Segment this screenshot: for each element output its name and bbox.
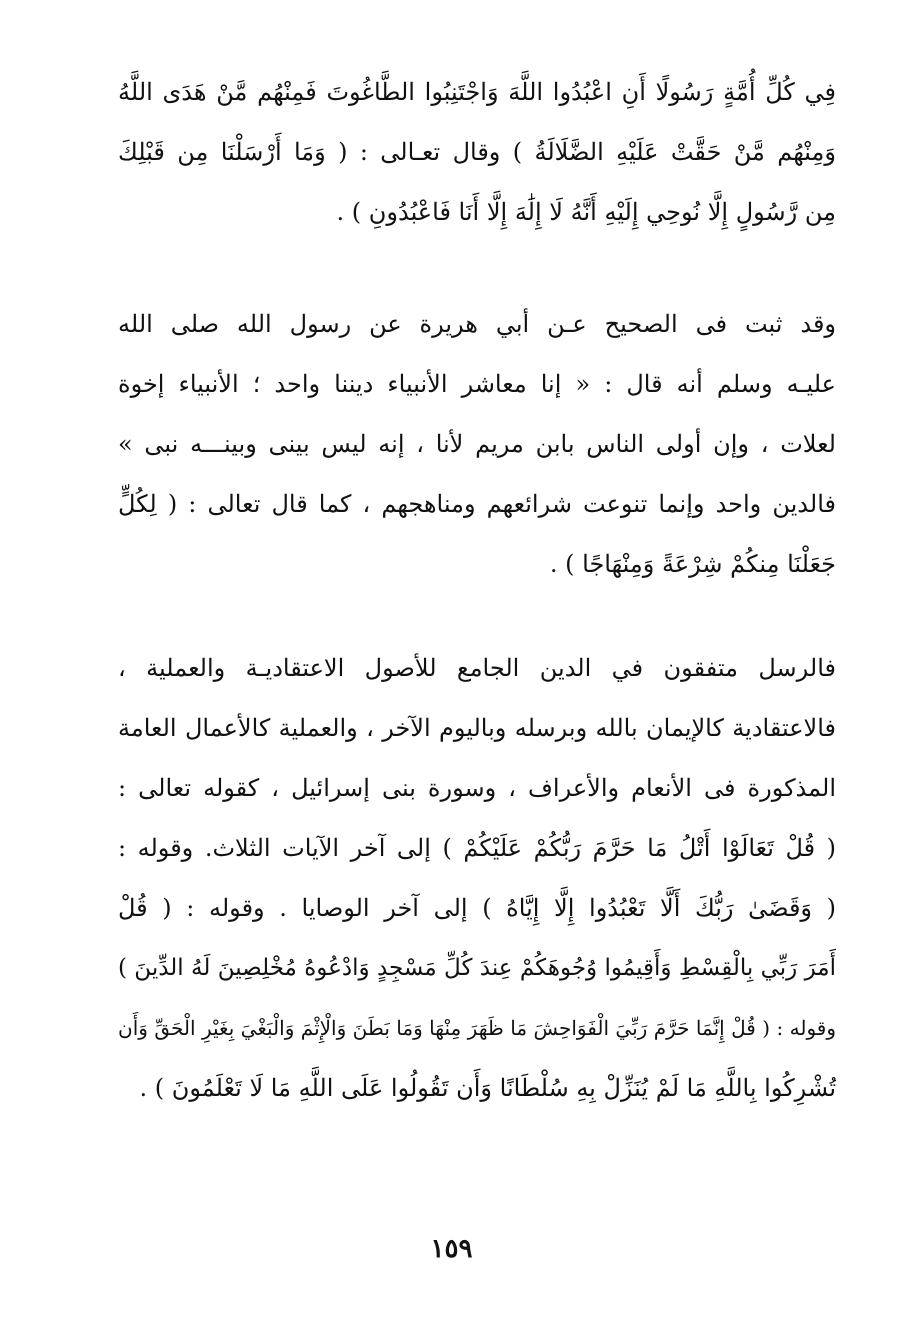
text-line: تُشْرِكُوا بِاللَّهِ مَا لَمْ يُنَزِّلْ بِهِ سُلْطَانًا وَأَن تَقُولُوا عَلَى اللَّهِ مَا لَا تَعْلَمُونَ ) . [139,1074,836,1102]
paragraph-hadith [118,294,836,594]
paragraph-messengers [118,638,836,1118]
paragraph-quran-citation [118,62,836,242]
text-line: ( قُلْ تَعَالَوْا أَتْلُ مَا حَرَّمَ رَبُّكُمْ عَلَيْكُمْ ) إلى آخر الآيات الثلاث. وقوله : [118,834,836,862]
text-line: ( وَقَضَىٰ رَبُّكَ أَلَّا تَعْبُدُوا إِلَّا إِيَّاهُ ) إلى آخر الوصايا . وقوله : ( قُلْ [118,894,836,922]
text-line: لعلات ، وإن أولى الناس بابن مريم لأنا ، إنه ليس بينى وبينـــه نبى » [118,430,836,458]
text-line: وقد ثبت فى الصحيح عـن أبي هريرة عن رسول الله صلى الله [118,310,836,338]
page-number: ١٥٩ [430,1234,473,1264]
text-line: فالرسل متفقون في الدين الجامع للأصول الاعتقاديـة والعملية ، [118,654,836,682]
text-line: جَعَلْنَا مِنكُمْ شِرْعَةً وَمِنْهَاجًا ) . [549,550,836,578]
text-line: وقوله : ( قُلْ إِنَّمَا حَرَّمَ رَبِّيَ الْفَوَاحِشَ مَا ظَهَرَ مِنْهَا وَمَا بَطَنَ وَالْإِثْمَ وَالْبَغْيَ بِغَيْرِ الْحَقِّ وَأَن [118,1016,836,1040]
text-line: عليـه وسلم أنه قال : « إنا معاشر الأنبياء ديننا واحد ؛ الأنبياء إخوة [118,370,836,398]
text-line: فِي كُلِّ أُمَّةٍ رَسُولًا أَنِ اعْبُدُوا اللَّهَ وَاجْتَنِبُوا الطَّاغُوتَ فَمِنْهُم مَّنْ هَدَى اللَّهُ [118,78,836,106]
text-line: المذكورة فى الأنعام والأعراف ، وسورة بنى إسرائيل ، كقوله تعالى : [118,774,836,802]
text-line: أَمَرَ رَبِّي بِالْقِسْطِ وَأَقِيمُوا وُجُوهَكُمْ عِندَ كُلِّ مَسْجِدٍ وَادْعُوهُ مُخْلِصِينَ لَهُ الدِّينَ ) [118,955,836,981]
text-line: مِن رَّسُولٍ إِلَّا نُوحِي إِلَيْهِ أَنَّهُ لَا إِلَٰهَ إِلَّا أَنَا فَاعْبُدُونِ ) . [336,198,836,226]
text-line: فالدين واحد وإنما تنوعت شرائعهم ومناهجهم ، كما قال تعالى : ( لِكُلٍّ [118,490,836,518]
text-line: وَمِنْهُم مَّنْ حَقَّتْ عَلَيْهِ الضَّلَالَةُ ) وقال تعـالى : ( وَمَا أَرْسَلْنَا مِن قَبْلِكَ [118,138,836,166]
text-line: فالاعتقادية كالإيمان بالله وبرسله وباليوم الآخر ، والعملية كالأعمال العامة [118,714,836,742]
